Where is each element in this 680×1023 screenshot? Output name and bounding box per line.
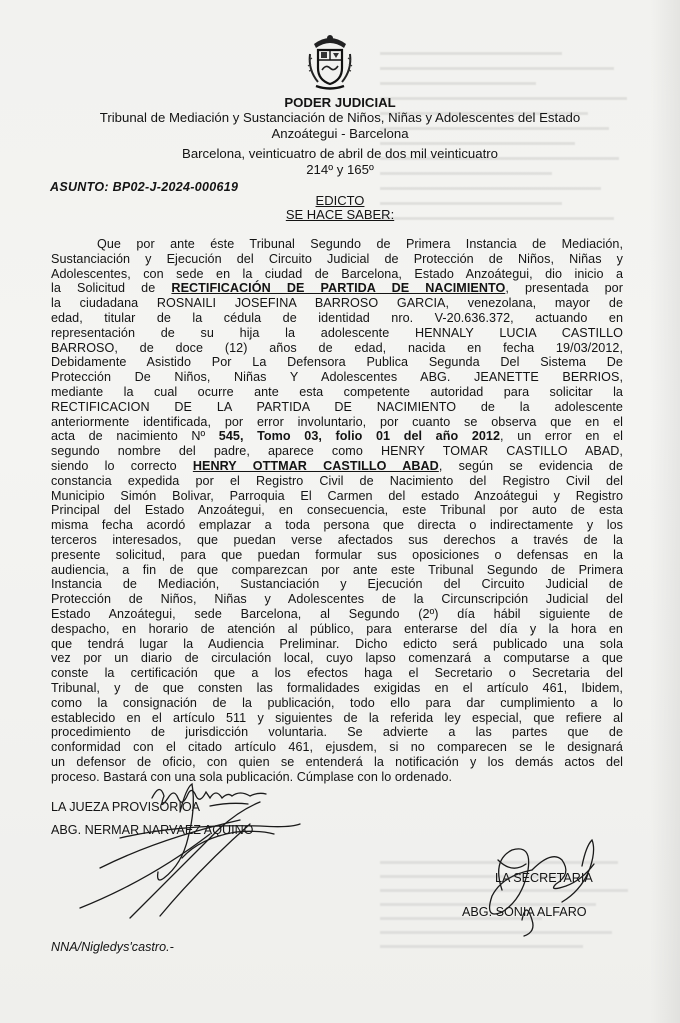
case-number: ASUNTO: BP02-J-2024-000619 [50, 180, 239, 194]
body-line: conste la certificación que a los efectos haga el Secretario o Secretaria del [51, 666, 623, 681]
header-sede: Anzoátegui - Barcelona [271, 126, 409, 141]
body-line: Protección de Niños, Niñas y Adolescentes de la Circunscripción Judicial del [51, 592, 623, 607]
body-text-segment: , presentada por [505, 281, 623, 296]
rectification-title: RECTIFICACIÓN DE PARTIDA DE NACIMIENTO [171, 281, 506, 296]
body-line: constancia expedida por el Registro Civil de Nacimiento del Registro Civil del [51, 473, 623, 488]
body-line [51, 459, 623, 474]
secretary-title: LA SECRETARIA [495, 871, 593, 885]
body-line [51, 281, 623, 296]
secretary-name: ABG. SONIA ALFARO [462, 905, 587, 919]
reference-initials: NNA/Nigledys'castro.- [51, 940, 174, 954]
body-line: Instancia de Mediación, Sustanciación y Ejecución del Circuito Judicial de [51, 577, 623, 592]
body-line: terceros interesados, que puedan verse afectados sus derechos a través de la [51, 532, 623, 547]
body-line: la ciudadana ROSNAILI JOSEFINA BARROSO GARCIA, venezolana, mayor de [51, 296, 623, 311]
body-line: mediante la cual ocurre ante esta competente autoridad para solicitar la [51, 384, 623, 399]
body-line [51, 429, 623, 444]
body-line: que tendrá lugar la Audiencia Preliminar. Dicho edicto será publicado una sola [51, 636, 623, 651]
judge-name: ABG. NERMAR NARVAEZ AQUINO [51, 823, 254, 837]
body-text-segment: , según se evidencia de [438, 458, 623, 473]
judge-title: LA JUEZA PROVISORIOA [51, 800, 201, 814]
body-line: representación de su hija la adolescente HENNALY LUCIA CASTILLO [51, 325, 623, 340]
body-line: vez por un diario de circulación local, cuyo lapso comenzará a computarse a que [51, 651, 623, 666]
body-line: despacho, en horario de atención al público, para enterarse del día y la hora en [51, 621, 623, 636]
body-line: proceso. Bastará con una sola publicación. Cúmplase con lo ordenado. [51, 769, 453, 784]
coat-of-arms-seal [300, 30, 360, 92]
body-line: RECTIFICACION DE LA PARTIDA DE NACIMIENTO de la adolescente [51, 399, 623, 414]
edicto-title: EDICTO [315, 193, 365, 208]
body-line: misma fecha acordó emplazar a toda persona que directa o indirectamente y los [51, 518, 623, 533]
body-line: segundo nombre del padre, aparece como HENRY TOMAR CASTILLO ABAD, [51, 444, 623, 459]
body-line: como la consignación de la publicación, todo ello para dar cumplimiento a lo [51, 695, 623, 710]
header-years: 214º y 165º [306, 162, 374, 177]
body-line: Estado Anzoátegui, sede Barcelona, al Segundo (2º) día hábil siguiente de [51, 606, 623, 621]
header-date: Barcelona, veinticuatro de abril de dos mil veinticuatro [182, 146, 498, 161]
judge-signature [60, 768, 320, 928]
body-text-segment: , un error en el [500, 429, 623, 444]
body-line: conformidad con el citado artículo 461, ejusdem, si no comparecen se le designará [51, 740, 623, 755]
body-line: Debidamente Asistido Por La Defensora Publica Segunda Del Sistema De [51, 355, 623, 370]
body-line: edad, titular de la cédula de identidad nro. V-20.636.372, actuando en [51, 310, 623, 325]
body-line: Que por ante éste Tribunal Segundo de Primera Instancia de Mediación, [97, 237, 623, 251]
page-edge-shadow [650, 0, 680, 1023]
body-text-segment: la Solicitud de [51, 281, 172, 296]
body-line: un defensor de oficio, con quien se entenderá la notificación y los demás actos del [51, 754, 623, 769]
header-tribunal: Tribunal de Mediación y Sustanciación de Niños, Niñas y Adolescentes del Estado [99, 110, 581, 125]
body-line: Sustanciación y Ejecución del Circuito Judicial de Protección de Niños, Niñas y [51, 251, 623, 266]
body-line: Municipio Simón Bolivar, Parroquia El Carmen del estado Anzoátegui y Registro [51, 488, 623, 503]
body-text-segment: acta de nacimiento Nº [51, 429, 219, 444]
body-line: presente solicitud, para que puedan formular sus oposiciones o defensas en la [51, 547, 623, 562]
body-line: anteriormente identificada, por error involuntario, por cuanto se observa que en el [51, 414, 623, 429]
birth-record-reference: 545, Tomo 03, folio 01 del año 2012 [218, 429, 501, 444]
body-line: audiencia, a fin de que comparezcan por ante este Tribunal Segundo de Primera [51, 562, 623, 577]
body-line: Principal del Estado Anzoátegui, en consecuencia, este Tribunal por auto de esta [51, 503, 623, 518]
header-title: PODER JUDICIAL [284, 95, 396, 110]
correct-name: HENRY OTTMAR CASTILLO ABAD [192, 458, 439, 473]
body-line: procedimiento de jurisdicción voluntaria. Se advierte a las partes que de [51, 725, 623, 740]
edicto-subtitle: SE HACE SABER: [285, 207, 395, 222]
body-line: Tribunal, y de que consten las formalidades exigidas en el artículo 461, Ibidem, [51, 680, 623, 695]
body-line: Protección De Niños, Niñas Y Adolescentes ABG. JEANETTE BERRIOS, [51, 370, 623, 385]
body-line: Adolescentes, con sede en la ciudad de Barcelona, Estado Anzoátegui, dio inicio a [51, 266, 623, 281]
body-text-segment: siendo lo correcto [51, 458, 193, 473]
edicto-body [51, 237, 623, 784]
body-line: BARROSO, de doce (12) años de edad, nacida en fecha 19/03/2012, [51, 340, 623, 355]
body-line: establecido en el artículo 511 y siguientes de la referida ley especial, que refiere al [51, 710, 623, 725]
